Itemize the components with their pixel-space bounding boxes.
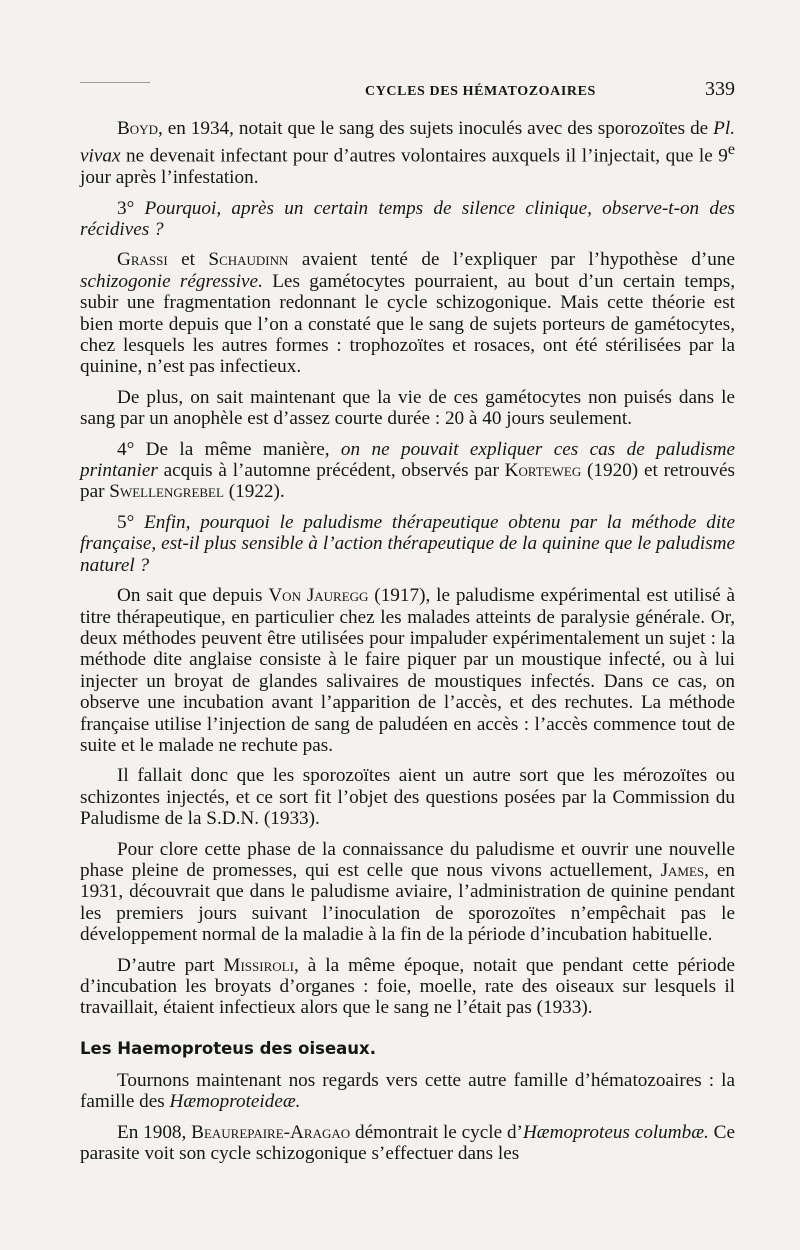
italic-text: Pl. vivax [80, 118, 735, 167]
text-block-2 [80, 1070, 735, 1165]
author-name: Boyd [117, 118, 158, 139]
text-run: Ce parasite voit son cycle schizogonique s’effectuer dans les [80, 1121, 735, 1165]
section-heading: Les Haemoproteus des oiseaux. [80, 1038, 376, 1058]
text-run: jour après l’infestation. [80, 167, 259, 189]
text-run: , à la même époque, notait que pendant cette période d’incubation les broyats d’organes : foie, moelle, rate des oiseaux sur lesquels il travaillait, étaient infectieux alors que le sang ne l’était pas (1933). [80, 954, 735, 1019]
paragraph [80, 198, 735, 241]
text-run: Pour clore cette phase de la connaissance du paludisme et ouvrir une nouvelle phase pleine de promesses, qui est celle que nous vivons actuellement, [80, 838, 735, 881]
italic-text: on ne pouvait expliquer ces cas de paludisme printanier [80, 438, 735, 482]
author-name: Von Jauregg [268, 585, 369, 607]
paragraph [80, 387, 735, 430]
text-run: avaient tenté de l’expliquer par l’hypothèse d’une [288, 249, 735, 271]
author-name: Korteweg [504, 460, 582, 482]
author-name: James [660, 859, 705, 881]
author-name: Beaurepaire-Aragao [191, 1121, 351, 1143]
text-run: Il fallait donc que les sporozoïtes aient un autre sort que les mérozoïtes ou schizontes injectés, et ce sort fit l’objet des questions posées par la Commission du Paludisme de la S.D.N. (1933). [80, 765, 735, 830]
text-run: (1917), le paludisme expérimental est utilisé à titre thérapeutique, en particulier chez les malades atteints de paralysie générale. Or, deux méthodes peuvent être utilisées pour impaluder expérimentalement un sujet : la méthode dite anglaise consiste à le faire piquer par un moustique infecté, ou à lui injecter un broyat de glandes salivaires de moustiques infectés. Dans ce cas, on observe une incubation avant l’apparition de l’accès, et des rechutes. La méthode française utilise l’injection de sang de paludéen en accès : l’accès commence tout de suite et le malade ne rechute pas. [80, 585, 735, 756]
text-run: ne devenait infectant pour d’autres volontaires auxquels il l’injectait, que le 9 [120, 145, 728, 167]
paragraph [80, 1070, 735, 1113]
author-name: Grassi [117, 249, 168, 271]
text-run: 3° [117, 197, 145, 219]
text-run: De plus, on sait maintenant que la vie de ces gamétocytes non puisés dans le sang par un anophèle est d’assez courte durée : 20 à 40 jours seulement. [80, 386, 735, 430]
text-run: démontrait le cycle d’ [350, 1121, 523, 1143]
italic-text: Hæmoproteus columbæ. [522, 1121, 709, 1143]
text-run: 4° De la même manière, [117, 438, 341, 460]
text-run: Tournons maintenant nos regards vers cette autre famille d’hématozoaires : la famille des [80, 1069, 735, 1113]
text-run: acquis à l’automne précédent, observés par [157, 460, 505, 482]
text-run: (1922). [223, 481, 285, 503]
text-run: (1920) et retrouvés par [80, 460, 735, 503]
text-run: D’autre part [117, 954, 224, 976]
header-rule [80, 82, 150, 83]
text-run: , en 1934, notait que le sang des sujets inoculés avec des sporozoïtes de [157, 118, 714, 139]
text-run: Les gamétocytes pourraient, au bout d’un certain temps, subir une fragmentation redonnant le cycle schizogonique. Mais cette théorie est bien morte depuis que l’on a constaté que le sang de sujets porteurs de gamétocytes, chez lesquels les autres formes : trophozoïtes et rosaces, ont été stérilisées par la quinine, n’est pas infectieux. [80, 270, 735, 378]
paragraph [80, 118, 735, 189]
italic-text: Pourquoi, après un certain temps de silence clinique, observe-t-on des récidives ? [80, 197, 735, 241]
author-name: Swellengrebel [109, 481, 224, 503]
paragraph [80, 512, 735, 576]
text-run: En 1908, [117, 1121, 192, 1143]
author-name: Schaudinn [208, 249, 289, 271]
page-number: 339 [705, 78, 735, 100]
text-run: On sait que depuis [117, 585, 269, 607]
paragraph [80, 955, 735, 1019]
text-run: et [167, 249, 209, 271]
page-body [80, 118, 735, 1173]
paragraph [80, 249, 735, 377]
paragraph [80, 1122, 735, 1165]
paragraph [80, 765, 735, 829]
paragraph [80, 585, 735, 756]
italic-text: schizogonie régressive. [80, 270, 263, 292]
text-block-1 [80, 118, 735, 1019]
italic-text: Enfin, pourquoi le paludisme thérapeutique obtenu par la méthode dite française, est-il plus sensible à l’action thérapeutique de la quinine que le paludisme naturel ? [80, 511, 735, 576]
text-run: 5° [117, 511, 145, 533]
superscript: e [727, 141, 735, 159]
page-header [80, 74, 735, 104]
italic-text: Hæmoproteideæ. [169, 1091, 301, 1113]
paragraph [80, 439, 735, 503]
author-name: Missiroli [223, 954, 294, 976]
text-run: , en 1931, découvrait que dans le paludisme aviaire, l’administration de quinine pendant les premiers jours suivant l’inoculation de sporozoïtes n’empêchait pas le développement normal de la maladie à la fin de la période d’incubation habituelle. [80, 859, 735, 946]
running-title: CYCLES DES HÉMATOZOAIRES [365, 84, 596, 99]
paragraph [80, 839, 735, 946]
